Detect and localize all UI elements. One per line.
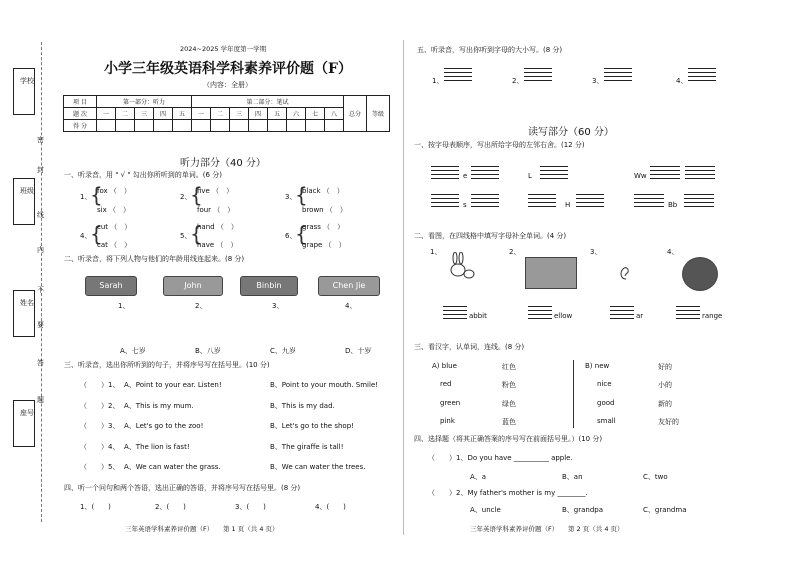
age-option: B、八岁: [195, 347, 221, 355]
q3-num[interactable]: （ ）5、: [80, 463, 120, 471]
q3-option-a: A、This is my mum.: [124, 402, 194, 410]
q3-option-a: A、The lion is fast!: [124, 443, 190, 451]
choice-option: C、two: [643, 473, 668, 481]
q3-option-a: A、We can water the grass.: [124, 463, 221, 471]
chenjie-photo: Chen Jie: [318, 276, 380, 296]
q1-option[interactable]: fox （ ）: [97, 187, 131, 195]
q1-option[interactable]: grape （ ）: [302, 241, 346, 249]
four-line-grid[interactable]: [684, 194, 714, 210]
table-cell: 题 次: [64, 108, 97, 120]
score-cell[interactable]: [306, 120, 325, 132]
q1-option[interactable]: brown （ ）: [302, 206, 347, 214]
match-divider: [573, 360, 574, 428]
seal-char: 题: [37, 396, 44, 404]
match-meaning: 好的: [658, 363, 672, 371]
q3-instruction: 三、听录音，选出你所听到的句子，并将序号写在括号里。(10 分): [64, 361, 270, 369]
q1-option[interactable]: have （ ）: [197, 241, 238, 249]
four-line-grid[interactable]: [471, 166, 499, 182]
choice-question[interactable]: （ ）2、My father's mother is my ________.: [428, 489, 588, 497]
q1-option[interactable]: black （ ）: [302, 187, 344, 195]
q5-num: 2、: [512, 77, 524, 85]
seal-char: 要: [37, 321, 44, 329]
given-letter: Bb: [668, 201, 678, 209]
match-meaning: 新的: [658, 400, 672, 408]
table-cell: 得 分: [64, 120, 97, 132]
q3-num[interactable]: （ ）3、: [80, 422, 120, 430]
sarah-photo: Sarah: [85, 276, 137, 296]
table-cell: 四: [154, 108, 173, 120]
q1-num: 5、: [180, 232, 192, 240]
match-word: nice: [597, 380, 612, 388]
page-footer: 三年英语学科素养评价题（F） 第 1 页（共 4 页）: [125, 525, 279, 533]
orange-picture: [682, 257, 718, 291]
q4-answer[interactable]: 2、( ): [155, 503, 186, 511]
q1-num: 2、: [180, 193, 192, 201]
q1-num: 4、: [80, 232, 92, 240]
match-meaning: 蓝色: [502, 418, 516, 426]
q1-option[interactable]: four （ ）: [197, 206, 235, 214]
yellow-picture: [525, 257, 577, 289]
four-line-grid[interactable]: [610, 306, 634, 322]
q1-option[interactable]: hand （ ）: [197, 223, 238, 231]
word-ending: ellow: [554, 312, 573, 320]
score-cell[interactable]: [97, 120, 116, 132]
rabbit-picture: [446, 252, 476, 280]
score-table: [63, 95, 390, 132]
q1-option[interactable]: cut （ ）: [97, 223, 132, 231]
choice-option: B、an: [562, 473, 583, 481]
score-cell[interactable]: [154, 120, 173, 132]
q5-num: 3、: [592, 77, 604, 85]
q3-option-b: B、Let's go to the shop!: [270, 422, 354, 430]
table-cell: 项 目: [64, 96, 97, 108]
match-word: B) new: [585, 362, 610, 370]
table-cell: 五: [173, 108, 192, 120]
q3-option-b: B、Point to your mouth. Smile!: [270, 381, 379, 389]
brace: {: [295, 222, 308, 246]
four-line-grid[interactable]: [528, 194, 556, 210]
seat-label: 座号: [20, 409, 34, 417]
q1-num: 6、: [285, 232, 297, 240]
age-option: A、七岁: [120, 347, 146, 355]
brace: {: [90, 222, 103, 246]
q2-instruction: 二、听录音，将下列人物与他们的年龄用线连起来。(8 分): [64, 255, 245, 263]
match-word: green: [440, 399, 461, 407]
match-meaning: 粉色: [502, 381, 516, 389]
term-text: 2024~2025 学年度第一学期: [180, 45, 267, 53]
table-cell: 六: [287, 108, 306, 120]
q1-option[interactable]: five （ ）: [197, 187, 234, 195]
given-letter: Ww: [634, 172, 647, 180]
listening-title: 听力部分（40 分）: [180, 158, 266, 169]
score-cell[interactable]: [173, 120, 192, 132]
q3-option-b: B、The giraffe is tall!: [270, 443, 344, 451]
q2-num: 2、: [195, 302, 207, 310]
table-cell: 三: [230, 108, 249, 120]
table-cell: 三: [135, 108, 154, 120]
age-option: C、九岁: [270, 347, 296, 355]
table-cell: 八: [325, 108, 344, 120]
r2-num: 3、: [590, 248, 602, 256]
ear-picture: [618, 266, 630, 280]
four-line-grid[interactable]: [688, 68, 716, 84]
table-cell: 七: [306, 108, 325, 120]
q4-answer[interactable]: 1、( ): [80, 503, 111, 511]
seal-char: 内: [37, 246, 44, 254]
four-line-grid[interactable]: [471, 194, 499, 210]
given-letter: L: [528, 172, 532, 180]
four-line-grid[interactable]: [431, 166, 459, 182]
word-ending: abbit: [469, 312, 487, 320]
match-meaning: 友好的: [658, 418, 679, 426]
choice-option: C、grandma: [643, 506, 687, 514]
q1-num: 3、: [285, 193, 297, 201]
match-word: good: [597, 399, 615, 407]
score-cell[interactable]: [230, 120, 249, 132]
q3-num[interactable]: （ ）4、: [80, 443, 120, 451]
q1-num: 1、: [80, 193, 92, 201]
content-note: （内容：全册）: [203, 81, 252, 89]
table-cell: 第一部分：听力: [97, 96, 192, 108]
choice-option: A、uncle: [470, 506, 501, 514]
age-option: D、十岁: [345, 347, 372, 355]
seal-char: 封: [37, 166, 44, 174]
r2-instruction: 二、看图，在四线格中填写字母补全单词。(4 分): [414, 232, 567, 240]
class-label: 班级: [20, 187, 34, 195]
four-line-grid[interactable]: [576, 194, 604, 210]
q5-num: 4、: [676, 77, 688, 85]
match-word: small: [597, 417, 616, 425]
r2-num: 2、: [509, 248, 521, 256]
q3-option-a: A、Let's go to the zoo!: [124, 422, 204, 430]
table-cell: 二: [211, 108, 230, 120]
table-cell: 二: [116, 108, 135, 120]
choice-question[interactable]: （ ）1、Do you have __________ apple.: [428, 454, 573, 462]
q1-option[interactable]: six （ ）: [97, 206, 130, 214]
match-word: red: [440, 380, 452, 388]
score-cell[interactable]: [192, 120, 211, 132]
q4-answer[interactable]: 4、( ): [315, 503, 346, 511]
four-line-grid[interactable]: [685, 166, 715, 182]
score-cell[interactable]: [211, 120, 230, 132]
q5-instruction: 五、听录音，写出你听到字母的大小写。(8 分): [417, 46, 563, 54]
word-ending: range: [702, 312, 723, 320]
given-letter: e: [463, 172, 468, 180]
seal-char: 不: [37, 286, 44, 294]
r2-num: 1、: [430, 248, 442, 256]
q2-num: 1、: [118, 302, 130, 310]
q5-num: 1、: [432, 77, 444, 85]
four-line-grid[interactable]: [444, 68, 472, 84]
score-cell[interactable]: [325, 120, 344, 132]
match-word: A) blue: [432, 362, 457, 370]
four-line-grid[interactable]: [443, 306, 467, 322]
four-line-grid[interactable]: [634, 194, 664, 210]
match-meaning: 小的: [658, 381, 672, 389]
brace: {: [90, 183, 103, 207]
page-title: 小学三年级英语科学科素养评价题（F）: [104, 61, 352, 77]
table-cell: 总分: [344, 96, 367, 132]
table-cell: 第二部分：笔试: [192, 96, 344, 108]
q4-instruction: 四、听一个问句和两个答语，选出正确的答语，并将序号写在括号里。(8 分): [64, 484, 301, 492]
table-cell: 等级: [367, 96, 390, 132]
brace: {: [295, 183, 308, 207]
brace: {: [190, 183, 203, 207]
score-cell[interactable]: [116, 120, 135, 132]
table-cell: 四: [249, 108, 268, 120]
seal-char: 密: [37, 136, 44, 144]
q2-num: 3、: [272, 302, 284, 310]
match-meaning: 绿色: [502, 400, 516, 408]
r1-instruction: 一、按字母表顺序，写出所给字母的左邻右舍。(12 分): [414, 141, 585, 149]
four-line-grid[interactable]: [676, 306, 700, 322]
score-cell[interactable]: [249, 120, 268, 132]
seal-char: 线: [37, 211, 44, 219]
john-photo: John: [163, 276, 223, 296]
seal-line: [41, 42, 42, 522]
given-letter: H: [565, 201, 571, 209]
four-line-grid[interactable]: [604, 68, 632, 84]
seal-char: 答: [37, 359, 44, 367]
q3-num[interactable]: （ ）2、: [80, 402, 120, 410]
r2-num: 4、: [667, 248, 679, 256]
column-divider: [403, 40, 404, 535]
four-line-grid[interactable]: [650, 166, 680, 182]
word-ending: ar: [636, 312, 644, 320]
match-word: pink: [440, 417, 455, 425]
q3-num[interactable]: （ ）1、: [80, 381, 120, 389]
q3-option-b: B、This is my dad.: [270, 402, 335, 410]
score-cell[interactable]: [287, 120, 306, 132]
score-cell[interactable]: [135, 120, 154, 132]
given-letter: s: [463, 201, 467, 209]
four-line-grid[interactable]: [524, 68, 552, 84]
q1-option[interactable]: cat （ ）: [97, 241, 132, 249]
table-cell: 一: [192, 108, 211, 120]
four-line-grid[interactable]: [528, 306, 552, 322]
choice-option: B、grandpa: [562, 506, 604, 514]
score-cell[interactable]: [268, 120, 287, 132]
q2-num: 4、: [345, 302, 357, 310]
four-line-grid[interactable]: [431, 194, 459, 210]
school-label: 学校: [20, 77, 34, 85]
r3-instruction: 三、看汉字，认单词，连线。(8 分): [414, 343, 525, 351]
four-line-grid[interactable]: [540, 166, 568, 182]
q1-option[interactable]: grass （ ）: [302, 223, 345, 231]
table-cell: 一: [97, 108, 116, 120]
binbin-photo: Binbin: [240, 276, 298, 296]
brace: {: [190, 222, 203, 246]
q3-option-a: A、Point to your ear. Listen!: [124, 381, 222, 389]
reading-writing-title: 读写部分（60 分）: [528, 127, 614, 138]
q3-option-b: B、We can water the trees.: [270, 463, 366, 471]
q4-answer[interactable]: 3、( ): [235, 503, 266, 511]
name-label: 姓名: [20, 299, 34, 307]
table-cell: 五: [268, 108, 287, 120]
match-meaning: 红色: [502, 363, 516, 371]
r4-instruction: 四、选择题（将其正确答案的序号写在前面括号里。）(10 分): [414, 435, 603, 443]
q1-instruction: 一、听录音，用 " √ " 勾出你所听到的单词。(6 分): [64, 171, 222, 179]
choice-option: A、a: [470, 473, 487, 481]
page-footer: 三年英语学科素养评价题（F） 第 2 页（共 4 页）: [470, 525, 624, 533]
